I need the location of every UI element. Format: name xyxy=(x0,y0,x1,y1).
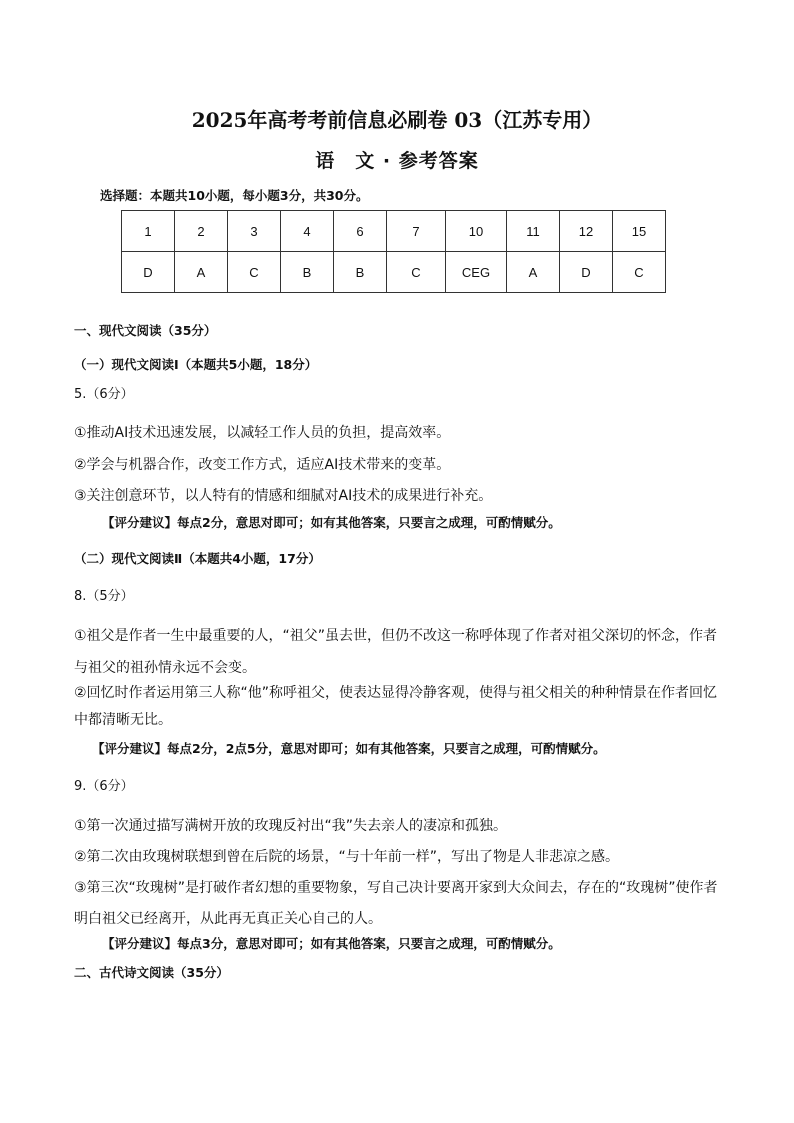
table-cell: 2 xyxy=(175,211,228,252)
table-cell: D xyxy=(560,252,613,293)
table-cell: D xyxy=(122,252,175,293)
table-cell: 15 xyxy=(613,211,666,252)
table-cell: 12 xyxy=(560,211,613,252)
q8-line: 与祖父的祖孙情永远不会变。 xyxy=(74,660,256,676)
q9-line: ①第一次通过描写满树开放的玫瑰反衬出“我”失去亲人的凄凉和孤独。 xyxy=(74,818,508,834)
section1-heading: 一、现代文阅读（35分） xyxy=(74,323,217,338)
table-cell: C xyxy=(387,252,446,293)
part2-heading: （二）现代文阅读Ⅱ（本题共4小题，17分） xyxy=(74,551,321,566)
q8-line: ②回忆时作者运用第三人称“他”称呼祖父，使表达显得冷静客观，使得与祖父相关的种种情景在作者回忆 xyxy=(74,685,718,701)
table-cell: 7 xyxy=(387,211,446,252)
q8-line: 中都清晰无比。 xyxy=(74,712,172,728)
q8-line: ①祖父是作者一生中最重要的人，“祖父”虽去世，但仍不改这一称呼体现了作者对祖父深切的怀念，作者 xyxy=(74,628,718,644)
q8-label: 8.（5分） xyxy=(74,589,134,604)
q5-point: ①推动AI技术迅速发展，以减轻工作人员的负担，提高效率。 xyxy=(74,425,451,441)
table-cell: 1 xyxy=(122,211,175,252)
q9-scoring-note: 【评分建议】每点3分，意思对即可；如有其他答案，只要言之成理，可酌情赋分。 xyxy=(102,936,561,951)
question-number-row xyxy=(122,211,666,252)
table-cell: A xyxy=(175,252,228,293)
table-cell: CEG xyxy=(446,252,507,293)
q5-point: ③关注创意环节，以人特有的情感和细腻对AI技术的成果进行补充。 xyxy=(74,488,493,504)
q5-point: ②学会与机器合作，改变工作方式，适应AI技术带来的变革。 xyxy=(74,457,451,473)
page-title: 2025年高考考前信息必刷卷 03（江苏专用） xyxy=(191,108,603,132)
table-cell: 3 xyxy=(228,211,281,252)
q9-line: ②第二次由玫瑰树联想到曾在后院的场景，“与十年前一样”，写出了物是人非悲凉之感。 xyxy=(74,849,620,865)
part1-heading: （一）现代文阅读Ⅰ（本题共5小题，18分） xyxy=(74,357,318,372)
q9-line: 明白祖父已经离开，从此再无真正关心自己的人。 xyxy=(74,911,382,927)
q5-label: 5.（6分） xyxy=(74,387,134,402)
table-cell: 6 xyxy=(334,211,387,252)
table-cell: B xyxy=(281,252,334,293)
table-cell: 10 xyxy=(446,211,507,252)
section2-heading: 二、古代诗文阅读（35分） xyxy=(74,965,229,980)
q5-scoring-note: 【评分建议】每点2分，意思对即可；如有其他答案，只要言之成理，可酌情赋分。 xyxy=(102,515,561,530)
answer-table xyxy=(121,210,666,293)
q9-label: 9.（6分） xyxy=(74,779,134,794)
answer-row xyxy=(122,252,666,293)
table-cell: A xyxy=(507,252,560,293)
table-cell: C xyxy=(228,252,281,293)
q8-scoring-note: 【评分建议】每点2分，2点5分，意思对即可；如有其他答案，只要言之成理，可酌情赋分。 xyxy=(92,741,606,756)
table-cell: 11 xyxy=(507,211,560,252)
q9-line: ③第三次“玫瑰树”是打破作者幻想的重要物象，写自己决计要离开家到大众间去，存在的“玫瑰树”使作者 xyxy=(74,880,718,896)
table-cell: 4 xyxy=(281,211,334,252)
page-subtitle: 语 文 · 参考答案 xyxy=(315,150,479,172)
table-cell: C xyxy=(613,252,666,293)
table-cell: B xyxy=(334,252,387,293)
choice-section-note: 选择题：本题共10小题，每小题3分，共30分。 xyxy=(100,188,369,203)
